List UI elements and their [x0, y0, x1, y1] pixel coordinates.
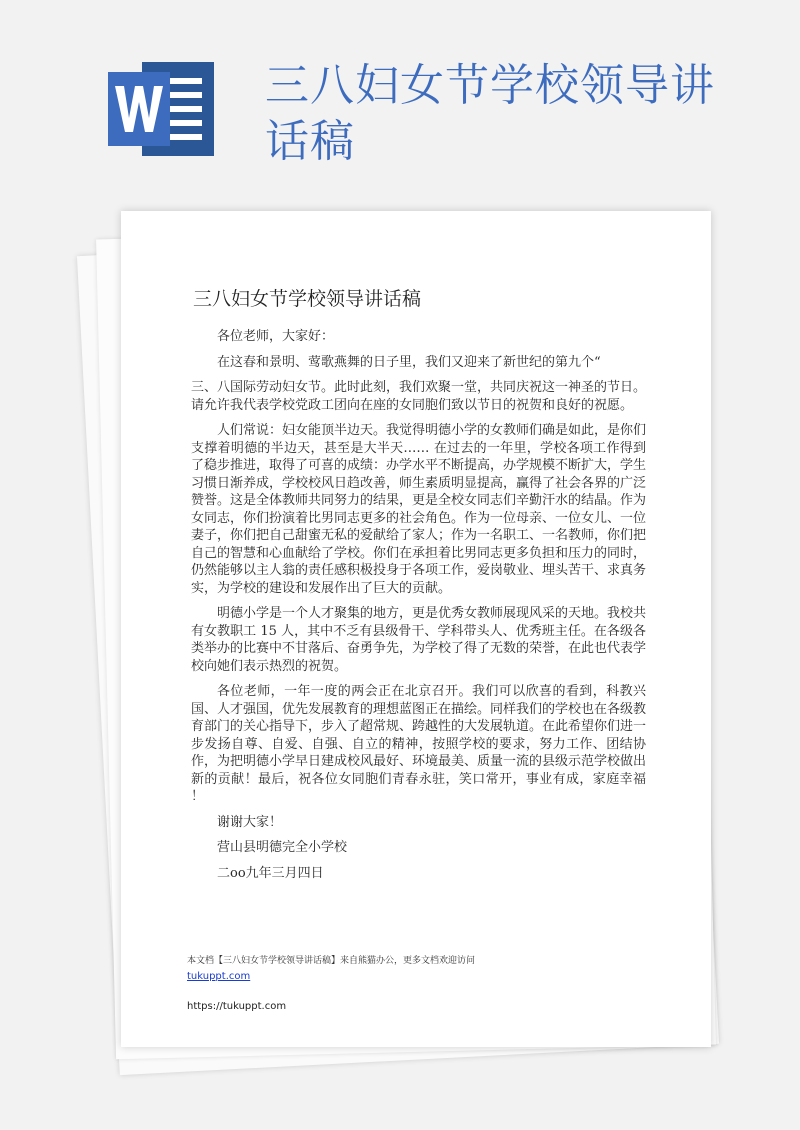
thanks-paragraph: 谢谢大家！ — [217, 814, 283, 830]
header-title: 三八妇女节学校领导讲话稿 — [265, 60, 715, 167]
document-footer — [187, 955, 667, 1013]
body-paragraph: 在这春和景明、莺歌燕舞的日子里，我们又迎来了新世纪的第九个“ — [217, 354, 601, 370]
body-paragraph: 各位老师，一年一度的两会正在北京召开。我们可以欣喜的看到，科教兴国、人才强国，优先发展教育的理想蓝图正在描绘。同样我们的学校也在各级教育部门的关心指导下，步入了超常规、跨越性的大发展轨道。在此希望你们进一步发扬自尊、自爱、自强、自立的精神，按照学校的要求，努力工作、团结协作，为把明德小学早日建成校风最好、环境最美、质量一流的县级示范学校做出新的贡献！最后，祝各位女同胞们青春永驻，笑口常开，事业有成，家庭幸福 ！ — [191, 684, 647, 804]
document-body — [191, 328, 646, 890]
signature-date: 二oo九年三月四日 — [217, 865, 324, 881]
footer-note: 本文档【三八妇女节学校领导讲话稿】来自熊猫办公，更多文档欢迎访问 — [187, 956, 476, 966]
body-paragraph: 人们常说：妇女能顶半边天。我觉得明德小学的女教师们确是如此，是你们支撑着明德的半边天，甚至是大半天…… 在过去的一年里，学校各项工作得到了稳步推进，取得了可喜的成绩：办学水平不断提高，办学规模不断扩大，学生习惯日渐养成，学校校风日趋改善，师生素质明显提高，赢得了社会各界的广泛赞誉。这是全体教师共同努力的结果，更是全校女同志们辛勤汗水的结晶。作为女同志，你们扮演着比男同志更多的社会角色。作为一位母亲、一位女儿、一位妻子，你们把自己甜蜜无私的爱献给了家人；作为一名职工、一名教师，你们把自己的智慧和心血献给了学校。你们在承担着比男同志更多负担和压力的同时，仍然能够以主人翁的责任感积极投身于各项工作，爱岗敬业、埋头苦干、求真务实，为学校的建设和发展作出了巨大的贡献。 — [191, 423, 647, 596]
greeting-paragraph: 各位老师，大家好： — [217, 329, 335, 344]
document-title: 三八妇女节学校领导讲话稿 — [193, 288, 422, 310]
body-paragraph: 三、八国际劳动妇女节。此时此刻，我们欢聚一堂，共同庆祝这一神圣的节日。请允许我代表学校党政工团向在座的女同胞们致以节日的祝贺和良好的祝愿。 — [191, 380, 647, 413]
word-document-icon — [108, 62, 214, 156]
signature-school: 营山县明德完全小学校 — [217, 840, 348, 855]
footer-link[interactable]: tukuppt.com — [187, 971, 251, 982]
body-paragraph: 明德小学是一个人才聚集的地方，更是优秀女教师展现风采的天地。我校共有女教职工 15 人，其中不乏有县级骨干、学科带头人、优秀班主任。在各级各类举办的比赛中不甘落后、奋勇争先，为学校了得了无数的荣誉，在此也代表学校向她们表示热烈的祝贺。 — [191, 606, 647, 674]
footer-url[interactable]: https://tukuppt.com — [187, 1001, 287, 1012]
document-page — [121, 211, 711, 1047]
